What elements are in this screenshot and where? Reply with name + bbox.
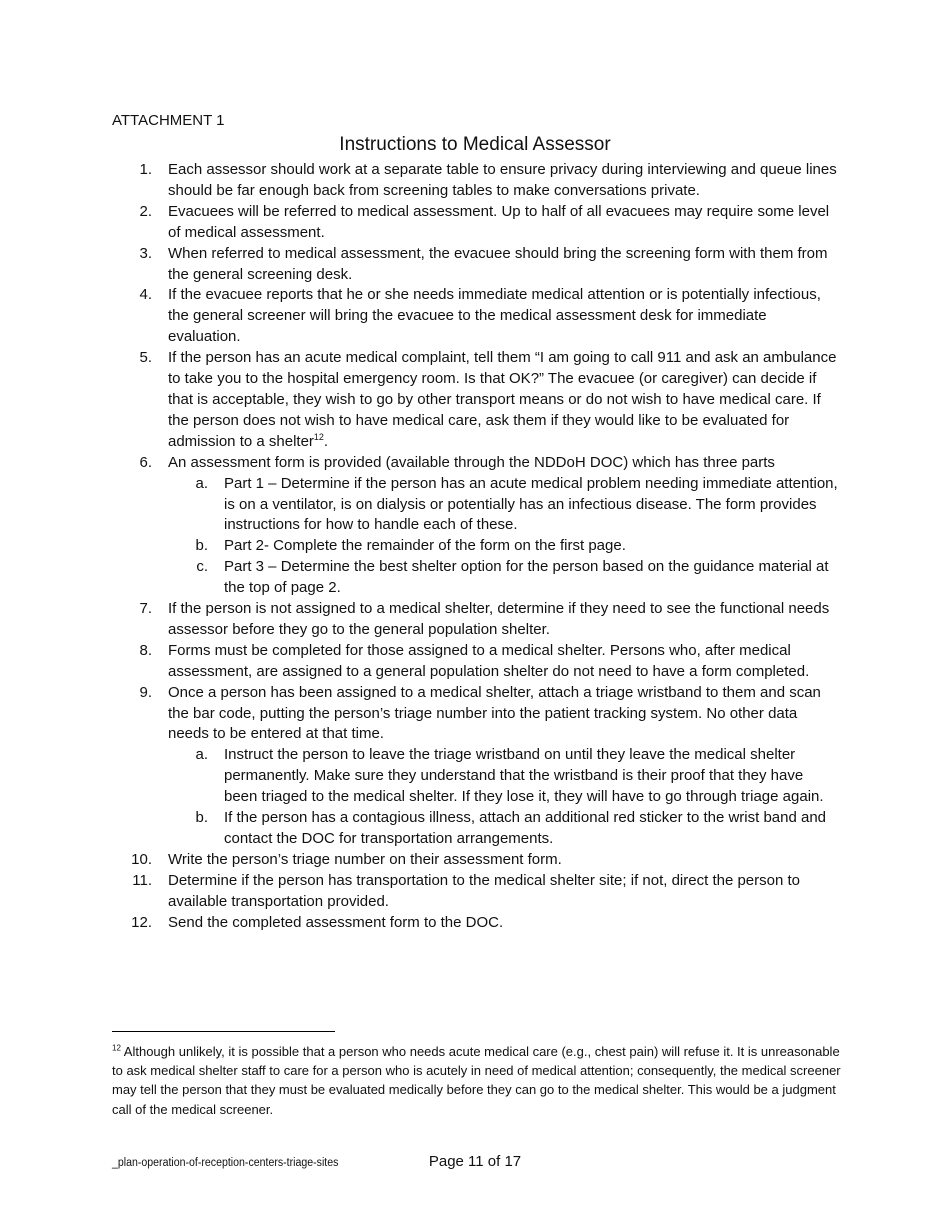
list-item (0, 641, 950, 683)
item-number: 2. (139, 202, 152, 220)
item-text: If the evacuee reports that he or she needs immediate medical attention or is potentially infectious, the general screener will bring the evacuee to the medical assessment desk for immediate evaluation. (168, 286, 821, 346)
sub-item-text: If the person has a contagious illness, attach an additional red sticker to the wrist band and contact the DOC for transportation arrangements. (224, 809, 827, 847)
footnote-mark: 12 (112, 1043, 121, 1053)
sub-list-item (0, 557, 950, 599)
sub-list-item (0, 536, 950, 557)
item-number: 4. (139, 286, 152, 304)
item-text-end: . (323, 432, 329, 450)
sub-item-text: Part 3 – Determine the best shelter option for the person based on the guidance material at the top of page 2. (224, 558, 829, 597)
item-text: Each assessor should work at a separate table to ensure privacy during interviewing and queue lines should be far enough back from screening tables to make conversations private. (168, 161, 837, 199)
item-text: Evacuees will be referred to medical assessment. Up to half of all evacuees may require some level of medical assessment. (168, 202, 830, 241)
list-item (0, 599, 950, 641)
item-number: 3. (139, 244, 152, 262)
list-item (0, 683, 950, 746)
item-text: Write the person’s triage number on their assessment form. (168, 850, 562, 868)
footer-filename: _plan-operation-of-reception-centers-triage-sites (112, 1157, 339, 1169)
item-text: When referred to medical assessment, the evacuee should bring the screening form with them from the general screening desk. (168, 244, 828, 283)
list-item (0, 202, 950, 244)
sub-list-item (0, 474, 950, 537)
footnote (112, 1042, 842, 1119)
item-number: 5. (139, 349, 152, 367)
list-item (0, 160, 950, 202)
footnote-separator (112, 1031, 335, 1032)
sub-item-text: Part 1 – Determine if the person has an acute medical problem needing immediate attention, is on a ventilator, is on dialysis or potentially has an infectious disease. The form provides instructions for how to handle each of these. (224, 474, 838, 534)
sub-list-item (0, 745, 950, 808)
list-item (0, 913, 950, 934)
item-number: 9. (139, 683, 152, 701)
item-text: Determine if the person has transportation to the medical shelter site; if not, direct the person to available transportation provided. (168, 871, 800, 910)
list-item (0, 871, 950, 913)
item-number: 12. (131, 913, 152, 931)
list-item (0, 348, 950, 453)
item-text: Send the completed assessment form to the DOC. (168, 913, 504, 931)
list-item (0, 850, 950, 871)
page-title: Instructions to Medical Assessor (339, 134, 611, 155)
item-number: 1. (139, 161, 152, 178)
sub-item-text: Part 2- Complete the remainder of the form on the first page. (224, 537, 626, 555)
item-text: If the person is not assigned to a medical shelter, determine if they need to see the functional needs assessor before they go to the general population shelter. (168, 600, 830, 638)
list-item (0, 285, 950, 348)
sub-item-letter: a. (195, 746, 208, 764)
sub-item-letter: b. (195, 809, 208, 827)
item-text: Forms must be completed for those assigned to a medical shelter. Persons who, after medical assessment, are assigned to a general population shelter do not need to have a form completed. (168, 641, 810, 680)
page-number: Page 11 of 17 (428, 1153, 522, 1170)
instruction-list (0, 160, 950, 934)
item-number: 8. (139, 641, 152, 659)
item-text: An assessment form is provided (available through the NDDoH DOC) which has three parts (168, 453, 775, 471)
attachment-label: ATTACHMENT 1 (112, 112, 225, 129)
item-number: 11. (132, 871, 152, 889)
footnote-text: Although unlikely, it is possible that a person who needs acute medical care (e.g., chest pain) will refuse it. It is unreasonable to ask medical shelter staff to care for a person who is acutely in need of medical attention; consequently, the medical screener may tell the person that they must be evaluated medically before they can go to the medical shelter. This would be a judgment call of the medical screener. (112, 1044, 841, 1117)
sub-item-text: Instruct the person to leave the triage wristband on until they leave the medical shelter permanently. Make sure they understand that the wristband is their proof that they have been triaged to the medical shelter. If they lose it, they will have to go through triage again. (224, 746, 824, 806)
sub-item-letter: c. (196, 558, 208, 576)
sub-item-letter: a. (195, 474, 208, 492)
item-number: 7. (139, 600, 152, 618)
item-text: Once a person has been assigned to a medical shelter, attach a triage wristband to them and scan the bar code, putting the person’s triage number into the patient tracking system. No other data needs to be entered at that time. (168, 683, 821, 743)
list-item (0, 453, 950, 474)
item-number: 10. (131, 850, 152, 868)
sub-item-letter: b. (195, 537, 208, 555)
sub-list-item (0, 808, 950, 850)
footnote-reference[interactable]: 12 (313, 431, 324, 442)
item-number: 6. (139, 453, 152, 471)
item-text: If the person has an acute medical complaint, tell them “I am going to call 911 and ask an ambulance to take you to the hospital emergency room. Is that OK?” The evacuee (or caregiver) can decide if that is acceptable, they wish to go by other transport means or do not wish to have medical care. If the person does not wish to have medical care, ask them if they would like to be evaluated for admission to a shelter (168, 349, 837, 450)
list-item (0, 244, 950, 286)
